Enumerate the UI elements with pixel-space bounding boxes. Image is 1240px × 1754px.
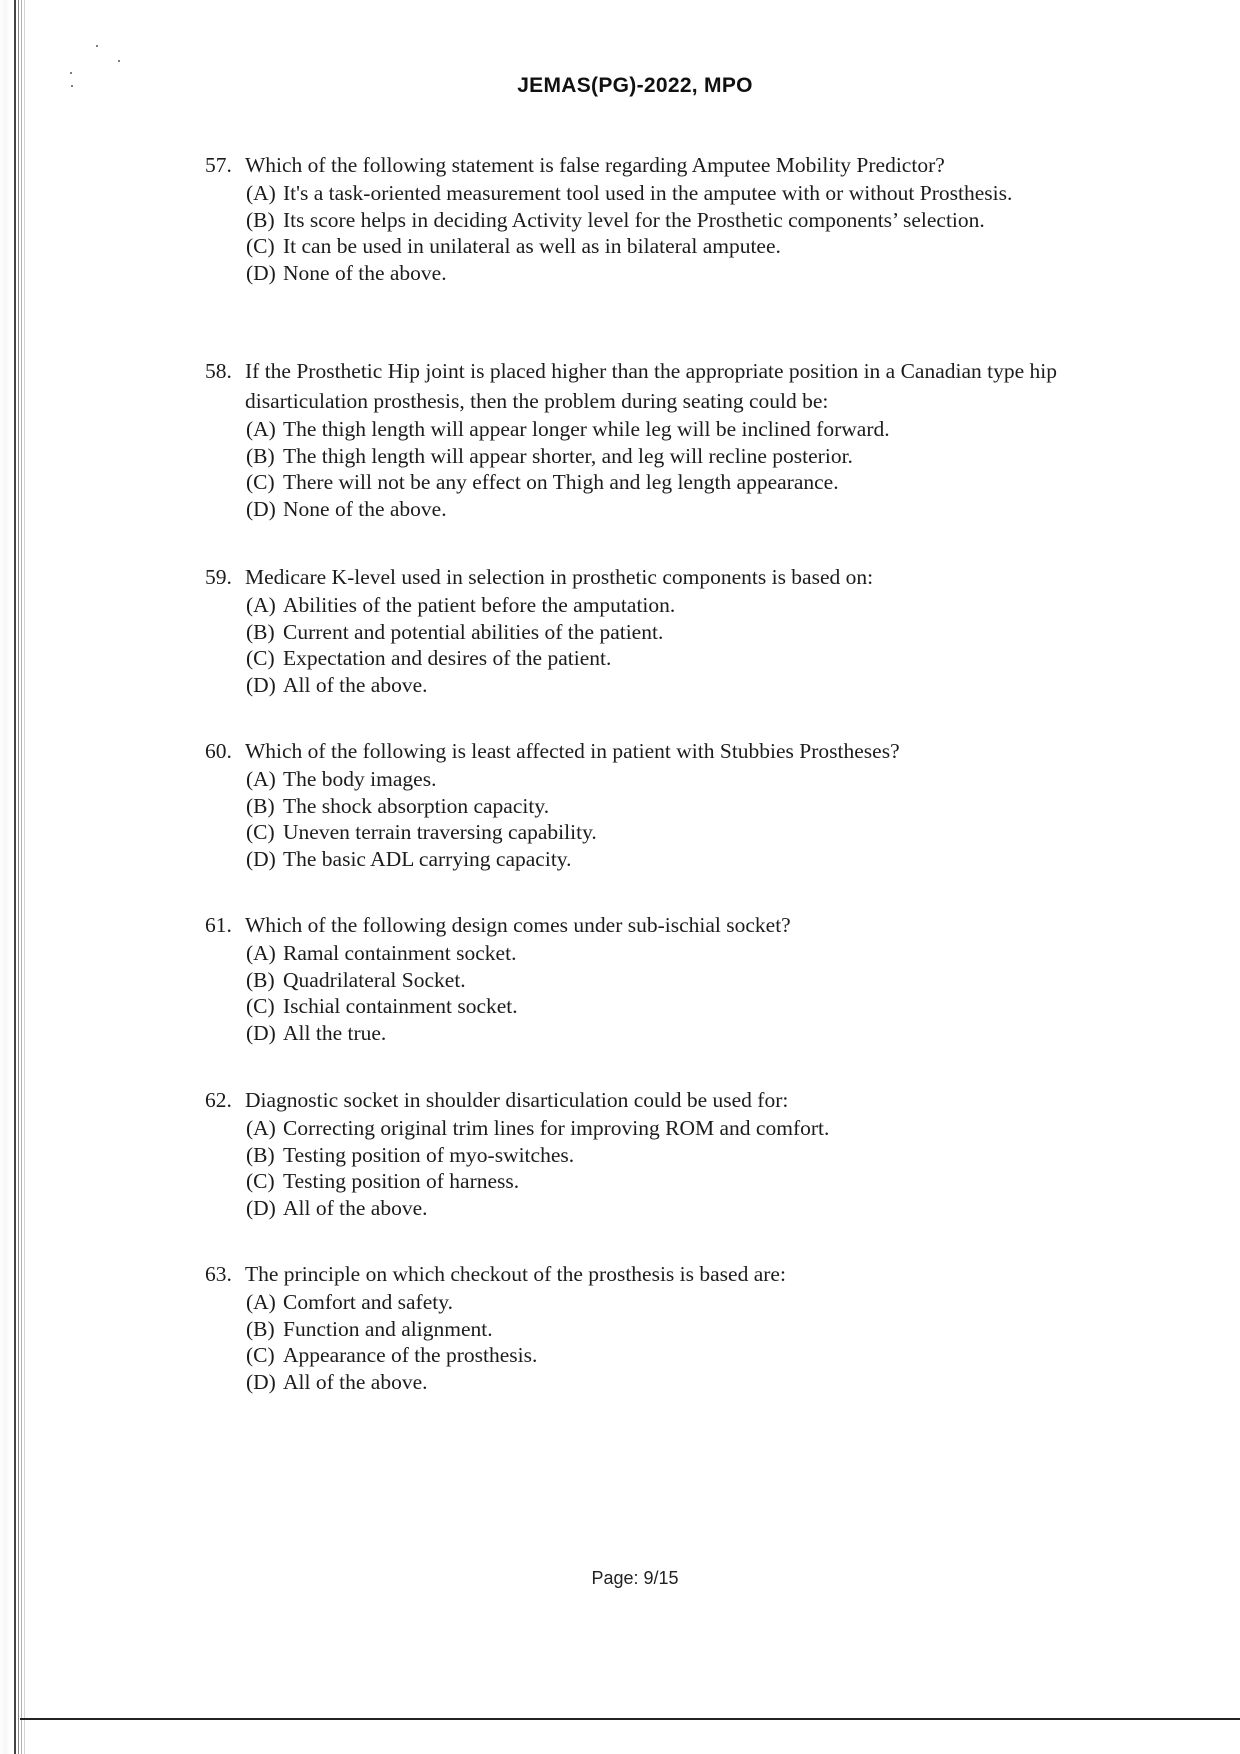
option-letter: (D): [246, 1195, 276, 1220]
scan-line: [14, 0, 16, 1754]
scan-edge: [0, 0, 42, 1754]
option-c: [246, 1342, 1125, 1369]
option-c: [246, 993, 1125, 1020]
option-text: The basic ADL carrying capacity.: [283, 846, 572, 871]
question-stem: [205, 910, 1125, 940]
option-b: [246, 207, 1125, 234]
option-letter: (A): [246, 181, 276, 205]
option-text: Ramal containment socket.: [283, 941, 517, 965]
page-header: JEMAS(PG)-2022, MPO: [517, 74, 753, 97]
option-a: [246, 1289, 1125, 1316]
question-text: Which of the following is least affected in patient with Stubbies Prostheses?: [245, 739, 900, 763]
option-letter: (C): [246, 1343, 275, 1367]
option-b: [246, 1316, 1125, 1343]
option-letter: (B): [246, 1142, 275, 1167]
option-letter: (A): [246, 941, 276, 965]
option-letter: (B): [246, 619, 275, 644]
question-number: 57.: [205, 153, 232, 177]
option-c: [246, 645, 1125, 672]
question-60: [205, 736, 1125, 872]
option-letter: (D): [246, 1369, 276, 1394]
option-letter: (A): [246, 1290, 276, 1314]
option-a: [246, 416, 1125, 443]
option-text: There will not be any effect on Thigh and leg length appearance.: [283, 470, 839, 494]
question-59: [205, 562, 1125, 698]
option-text: Uneven terrain traversing capability.: [283, 820, 597, 844]
question-number: 61.: [205, 913, 232, 937]
option-text: Its score helps in deciding Activity level for the Prosthetic components’ selection.: [283, 207, 985, 232]
question-stem: [205, 562, 1125, 592]
option-text: It's a task-oriented measurement tool used in the amputee with or without Prosthesis.: [283, 181, 1013, 205]
option-letter: (A): [246, 767, 276, 791]
option-text: Testing position of harness.: [283, 1169, 520, 1193]
question-number: 58.: [205, 359, 232, 383]
option-letter: (B): [246, 443, 275, 468]
option-d: [246, 1195, 1125, 1222]
question-text: Medicare K-level used in selection in prosthetic components is based on:: [245, 565, 874, 589]
option-letter: (D): [246, 260, 276, 285]
option-text: The body images.: [283, 767, 437, 791]
option-text: The thigh length will appear shorter, and leg will recline posterior.: [283, 443, 853, 468]
option-letter: (C): [246, 1169, 275, 1193]
scan-speck: [96, 45, 98, 47]
option-letter: (B): [246, 793, 275, 818]
option-text: It can be used in unilateral as well as in bilateral amputee.: [283, 234, 781, 258]
option-letter: (C): [246, 234, 275, 258]
option-text: None of the above.: [283, 496, 447, 521]
option-letter: (C): [246, 994, 275, 1018]
option-a: [246, 592, 1125, 619]
option-text: The thigh length will appear longer while leg will be inclined forward.: [283, 417, 890, 441]
scan-line: [24, 0, 25, 1754]
option-a: [246, 766, 1125, 793]
question-text: If the Prosthetic Hip joint is placed higher than the appropriate position in a Canadian type hip disarticulation prosthesis, then the problem during seating could be:: [245, 359, 1058, 413]
option-c: [246, 233, 1125, 260]
option-text: Ischial containment socket.: [283, 994, 518, 1018]
scan-speck: [118, 60, 120, 62]
question-number: 62.: [205, 1088, 232, 1112]
question-stem: [205, 1259, 1125, 1289]
option-a: [246, 940, 1125, 967]
question-stem: [205, 1085, 1125, 1115]
scan-line: [18, 0, 19, 1754]
question-stem: [205, 356, 1125, 416]
option-a: [246, 1115, 1125, 1142]
option-letter: (D): [246, 672, 276, 697]
question-62: [205, 1085, 1125, 1221]
option-text: Correcting original trim lines for improving ROM and comfort.: [283, 1116, 830, 1140]
option-b: [246, 793, 1125, 820]
question-number: 63.: [205, 1262, 232, 1286]
option-text: Comfort and safety.: [283, 1290, 453, 1314]
question-text: Which of the following statement is false regarding Amputee Mobility Predictor?: [245, 153, 945, 177]
option-text: Abilities of the patient before the amputation.: [283, 593, 676, 617]
option-d: [246, 260, 1125, 287]
option-text: All the true.: [283, 1020, 387, 1045]
option-c: [246, 819, 1125, 846]
option-letter: (C): [246, 820, 275, 844]
option-text: None of the above.: [283, 260, 447, 285]
option-text: All of the above.: [283, 1369, 428, 1394]
question-61: [205, 910, 1125, 1046]
option-text: Expectation and desires of the patient.: [283, 646, 612, 670]
option-text: Appearance of the prosthesis.: [283, 1343, 538, 1367]
question-stem: [205, 736, 1125, 766]
question-text: Diagnostic socket in shoulder disarticulation could be used for:: [245, 1088, 789, 1112]
question-stem: [205, 150, 1125, 180]
option-letter: (A): [246, 1116, 276, 1140]
option-text: Function and alignment.: [283, 1316, 493, 1341]
option-b: [246, 619, 1125, 646]
option-letter: (B): [246, 967, 275, 992]
option-text: All of the above.: [283, 1195, 428, 1220]
option-text: All of the above.: [283, 672, 428, 697]
question-text: The principle on which checkout of the prosthesis is based are:: [245, 1262, 786, 1286]
bottom-rule: [20, 1718, 1240, 1720]
question-text: Which of the following design comes under sub-ischial socket?: [245, 913, 791, 937]
option-d: [246, 1369, 1125, 1396]
option-b: [246, 967, 1125, 994]
option-letter: (C): [246, 646, 275, 670]
question-57: [205, 150, 1125, 286]
option-text: The shock absorption capacity.: [283, 793, 550, 818]
question-58: [205, 356, 1125, 522]
option-letter: (D): [246, 1020, 276, 1045]
option-letter: (D): [246, 846, 276, 871]
option-d: [246, 846, 1125, 873]
question-number: 59.: [205, 565, 232, 589]
option-letter: (A): [246, 593, 276, 617]
option-b: [246, 1142, 1125, 1169]
option-d: [246, 672, 1125, 699]
page-number: Page: 9/15: [591, 1568, 679, 1588]
option-letter: (B): [246, 207, 275, 232]
option-letter: (B): [246, 1316, 275, 1341]
option-d: [246, 1020, 1125, 1047]
option-b: [246, 443, 1125, 470]
option-c: [246, 469, 1125, 496]
option-letter: (C): [246, 470, 275, 494]
option-a: [246, 180, 1125, 207]
option-letter: (A): [246, 417, 276, 441]
option-c: [246, 1168, 1125, 1195]
option-text: Current and potential abilities of the patient.: [283, 619, 664, 644]
scan-line: [21, 0, 22, 1754]
option-d: [246, 496, 1125, 523]
option-text: Quadrilateral Socket.: [283, 967, 466, 992]
question-63: [205, 1259, 1125, 1395]
option-letter: (D): [246, 496, 276, 521]
question-number: 60.: [205, 739, 232, 763]
option-text: Testing position of myo-switches.: [283, 1142, 575, 1167]
